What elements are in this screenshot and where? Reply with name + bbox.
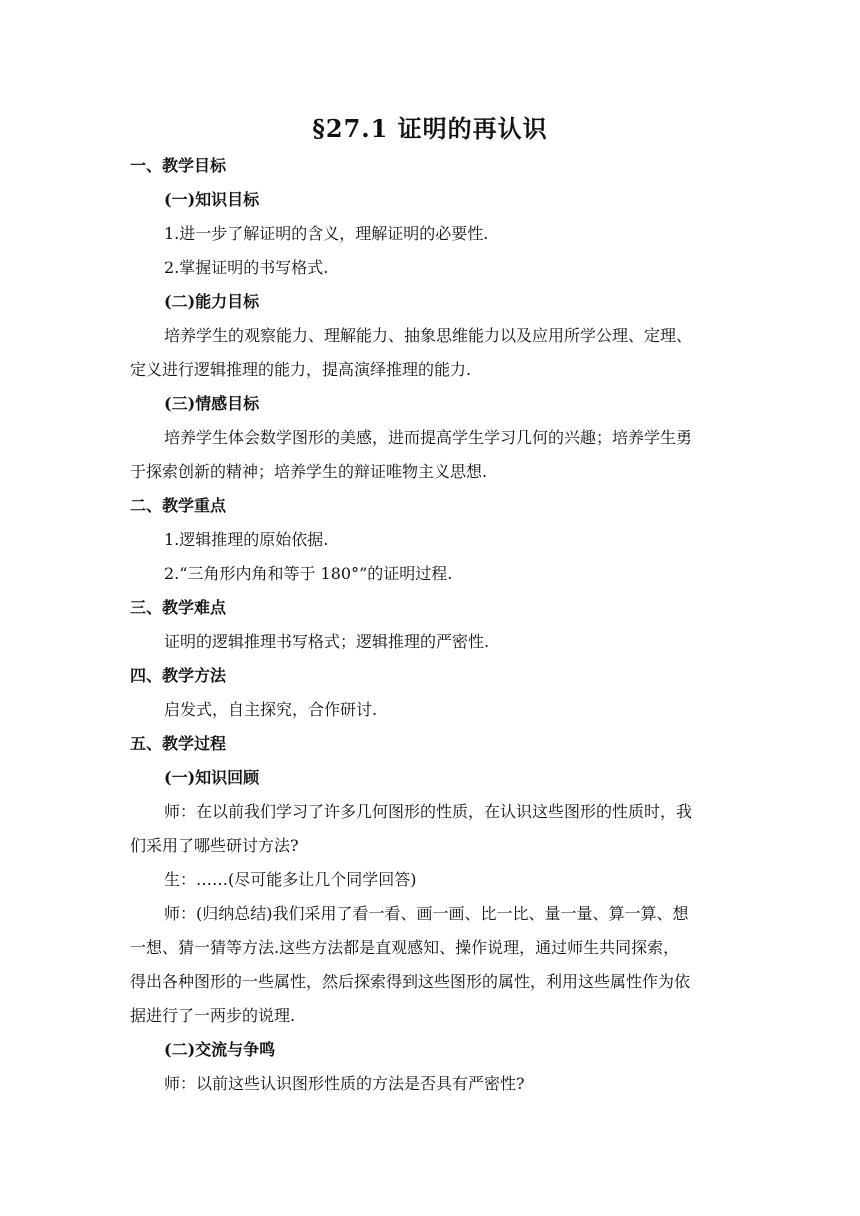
subheading-discussion: (二)交流与争鸣 (164, 1040, 276, 1059)
section-heading-objectives: 一、教学目标 (130, 156, 227, 175)
section-heading-key-points: 二、教学重点 (130, 496, 227, 515)
subheading-review: (一)知识回顾 (164, 768, 260, 787)
paragraph-line: 据进行了一两步的说理. (130, 1006, 296, 1025)
list-item: 1.进一步了解证明的含义，理解证明的必要性. (164, 224, 489, 243)
page-title: §27.1 证明的再认识 (312, 114, 548, 143)
paragraph-line: 一想、猜一猜等方法.这些方法都是直观感知、操作说理，通过师生共同探索， (130, 938, 680, 957)
paragraph-line: 得出各种图形的一些属性，然后探索得到这些图形的属性，利用这些属性作为依 (130, 972, 691, 991)
section-heading-methods: 四、教学方法 (130, 666, 227, 685)
section-heading-difficulties: 三、教学难点 (130, 598, 227, 617)
paragraph-line: 于探索创新的精神；培养学生的辩证唯物主义思想. (130, 462, 488, 481)
list-item: 1.逻辑推理的原始依据. (164, 530, 329, 549)
subheading-ability: (二)能力目标 (164, 292, 260, 311)
list-item: 2.“三角形内角和等于 180°”的证明过程. (164, 564, 453, 583)
paragraph-line: 培养学生体会数学图形的美感，进而提高学生学习几何的兴趣；培养学生勇 (164, 428, 693, 447)
list-item: 2.掌握证明的书写格式. (164, 258, 329, 277)
subheading-emotion: (三)情感目标 (164, 394, 260, 413)
paragraph-line: 证明的逻辑推理书写格式；逻辑推理的严密性. (164, 632, 490, 651)
paragraph-line: 定义进行逻辑推理的能力，提高演绎推理的能力. (130, 360, 472, 379)
subheading-knowledge: (一)知识目标 (164, 190, 260, 209)
paragraph-line: 培养学生的观察能力、理解能力、抽象思维能力以及应用所学公理、定理、 (164, 326, 693, 345)
section-heading-process: 五、教学过程 (130, 734, 227, 753)
paragraph-line: 师：在以前我们学习了许多几何图形的性质，在认识这些图形的性质时，我 (164, 802, 693, 821)
paragraph-line: 师：(归纳总结)我们采用了看一看、画一画、比一比、量一量、算一算、想 (164, 904, 689, 923)
paragraph-line: 师：以前这些认识图形性质的方法是否具有严密性? (164, 1074, 525, 1093)
paragraph-line: 启发式，自主探究，合作研讨. (164, 700, 378, 719)
paragraph-line: 们采用了哪些研讨方法? (130, 836, 299, 855)
paragraph-line: 生：……(尽可能多让几个同学回答) (164, 870, 417, 889)
